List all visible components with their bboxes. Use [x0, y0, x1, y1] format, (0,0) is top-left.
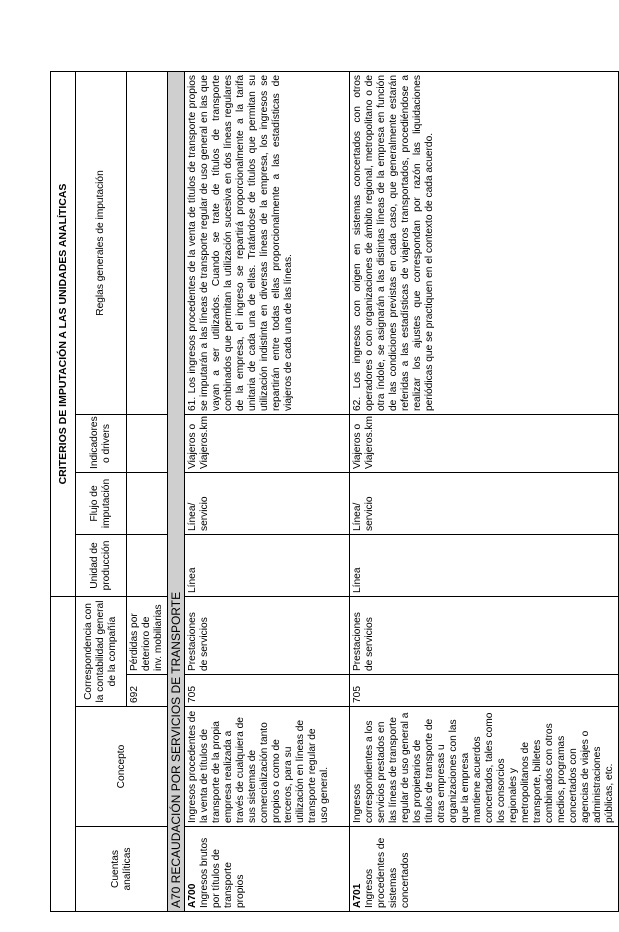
section-row — [168, 72, 185, 912]
table-row — [350, 72, 619, 912]
col-header-reglas: Reglas generales de imputación — [76, 72, 127, 415]
unidad-cell: Línea — [185, 535, 350, 597]
blank-header-cell — [51, 597, 76, 912]
rotated-table-container — [50, 72, 615, 912]
account-name: Ingresos brutos por títulos de transporte propios — [199, 837, 246, 908]
concepto-cell: Ingresos procedentes de la venta de títulos de transporte de la propia empresa realizada a través de cualquiera de sus sistemas de comercialización tanto propios o como de terceros, para su utilización en líneas de transporte regular de uso general. — [185, 707, 350, 827]
prior-account-name: Pérdidas por deterioro de inv. mobiliarias — [127, 597, 168, 675]
empty-cell — [127, 72, 168, 415]
table-title-row — [51, 72, 76, 912]
reglas-cell: 61. Los ingresos procedentes de la venta de títulos de transporte propios se imputarán a las líneas de transporte regular de uso general en las que vayan a ser utilizados. Cuando se trate de títulos de transporte combinados que permitan la utilización sucesiva en dos líneas regulares de la empresa, el ingreso se repartirá proporcionalmente a la tarifa unitaria de cada una de ellas. Tratándose de títulos que permitan su utilización indistinta en diversas líneas de la empresa, los ingresos se repartirán entre todas ellas proporcionalmente a las estadísticas de viajeros de cada una de las líneas. — [185, 72, 350, 415]
account-label: Prestaciones de servicios — [185, 597, 350, 675]
account-cell — [350, 827, 619, 912]
imputation-criteria-table — [50, 71, 619, 912]
empty-cell — [127, 415, 168, 473]
account-code: A700 — [187, 883, 198, 908]
empty-cell — [127, 473, 168, 535]
empty-cell — [127, 535, 168, 597]
account-label: Prestaciones de servicios — [350, 597, 619, 675]
account-name: Ingresos procedentes de sistemas concertados — [364, 837, 411, 908]
main-title: CRITERIOS DE IMPUTACIÓN A LAS UNIDADES ANALÍTICAS — [51, 72, 76, 597]
flujo-cell: Línea/ servicio — [350, 473, 619, 535]
indicadores-cell: Viajeros o Viajeros.km — [185, 415, 350, 473]
flujo-cell: Línea/ servicio — [185, 473, 350, 535]
reglas-cell: 62. Los ingresos con origen en sistemas concertados con otros operadores o con organizaciones de ámbito regional, metropolitano o de otra índole, se asignarán a las distintas líneas de la empresa en función de las condiciones previstas en cada caso, que generalmente estarán referidas a las estadísticas de viajeros transportados, procediéndose a realizar los ajustes que correspondan por razón las liquidaciones periódicas que se practiquen en el contexto de cada acuerdo. — [350, 72, 619, 415]
col-header-concepto: Concepto — [76, 707, 168, 827]
col-header-flujo: Flujo de imputación — [76, 473, 127, 535]
account-code: A701 — [352, 883, 363, 908]
table-row — [185, 72, 350, 912]
account-cell — [185, 827, 350, 912]
col-header-unidad: Unidad de producción — [76, 535, 127, 597]
account-number: 705 — [350, 675, 619, 707]
concepto-cell: Ingresos correspondientes a los servicios prestados en las líneas de transporte regular de uso general a los propietarios de títulos de transporte de otras empresas u organizaciones con las que la empresa mantiene acuerdos concertados, tales como los consorcios regionales y metropolitanos de transporte, billetes combinados con otros medios, programas concertados con agencias de viajes o administraciones públicas, etc. — [350, 707, 619, 827]
account-number: 705 — [185, 675, 350, 707]
prior-account-code: 692 — [127, 675, 168, 707]
unidad-cell: Línea — [350, 535, 619, 597]
column-header-row — [76, 72, 127, 912]
indicadores-cell: Viajeros o Viajeros.km — [350, 415, 619, 473]
col-header-indicadores: Indicadores o drivers — [76, 415, 127, 473]
col-header-cuentas: Cuentas analíticas — [76, 827, 168, 912]
section-title: A70 RECAUDACIÓN POR SERVICIOS DE TRANSPORTE — [168, 72, 185, 912]
col-header-correspondencia: Correspondencia con la contabilidad general de la compañía — [76, 597, 127, 707]
